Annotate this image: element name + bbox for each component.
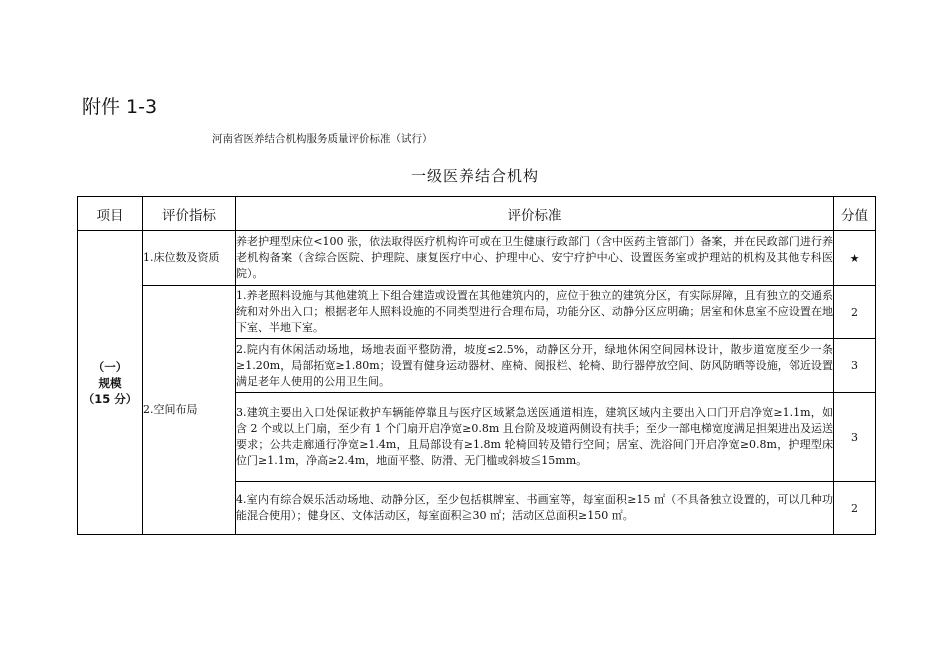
standard-cell: 养老护理型床位<100 张，依法取得医疗机构许可或在卫生健康行政部门（含中医药主管部门）备案，并在民政部门进行养老机构备案（含综合医院、护理院、康复医疗中心、护理中心、安宁疗护中心、设置医务室或护理站的机构及其他专科医院）。 bbox=[236, 231, 834, 286]
score-star: ★ bbox=[834, 231, 876, 286]
standard-cell: 1.养老照料设施与其他建筑上下组合建造或设置在其他建筑内的，应位于独立的建筑分区，有实际屏障，且有独立的交通系统和对外出入口；根据老年人照料设施的不同类型进行合理布局，功能分区、动静分区应明确；居室和休息室不应设置在地下室、半地下室。 bbox=[236, 286, 834, 339]
standard-cell: 4.室内有综合娱乐活动场地、动静分区，至少包括棋牌室、书画室等，每室面积≥15 ㎡（不具备独立设置的，可以几种功能混合使用）；健身区、文体活动区，每室面积≧30 ㎡；活动区总面积≥150 ㎡。 bbox=[236, 482, 834, 535]
header-score: 分值 bbox=[834, 197, 876, 231]
score-cell: 3 bbox=[834, 393, 876, 482]
score-cell: 2 bbox=[834, 482, 876, 535]
category-cell bbox=[78, 231, 143, 535]
attachment-label: 附件 1-3 bbox=[82, 96, 158, 118]
standard-cell: 2.院内有休闲活动场地，场地表面平整防滑，坡度≤2.5%，动静区分开，绿地休闲空间园林设计，散步道宽度至少一条≥1.20m，局部拓宽≥1.80m；设置有健身运动器材、座椅、阅报栏、轮椅、助行器停放空间、防风防晒等设施，邻近设置满足老年人使用的公用卫生间。 bbox=[236, 339, 834, 393]
category-number: （一） bbox=[92, 359, 128, 374]
table-row bbox=[78, 231, 876, 286]
table-title: 一级医养结合机构 bbox=[410, 167, 539, 185]
score-cell: 2 bbox=[834, 286, 876, 339]
category-name: 规模 bbox=[98, 375, 122, 390]
score-cell: 3 bbox=[834, 339, 876, 393]
indicator-space: 2.空间布局 bbox=[143, 286, 236, 535]
evaluation-table bbox=[77, 196, 876, 535]
header-indicator: 评价指标 bbox=[143, 197, 236, 231]
standard-cell: 3.建筑主要出入口处保证救护车辆能停靠且与医疗区域紧急送医通道相连，建筑区域内主要出入口门开启净宽≥1.1m，如含 2 个或以上门扇，至少有 1 个门扇开启净宽≥0.8m 且台阶及坡道两侧设有扶手；至少一部电梯宽度满足担架进出及运送要求；公共走廊通行净宽≥1.4m，且局部设有≥1.8m 轮椅回转及错行空间；居室、洗浴间门开启净宽≥0.8m，护理型床位门≥1.1m，净高≥2.4m，地面平整、防滑、无门槛或斜坡≦15mm。 bbox=[236, 393, 834, 482]
header-standard: 评价标准 bbox=[236, 197, 834, 231]
indicator-beds: 1.床位数及资质 bbox=[143, 231, 236, 286]
header-row bbox=[78, 197, 876, 231]
document-subtitle: 河南省医养结合机构服务质量评价标准（试行） bbox=[212, 133, 433, 145]
header-item: 项目 bbox=[78, 197, 143, 231]
table-row bbox=[78, 286, 876, 339]
category-points: （15 分） bbox=[82, 391, 138, 406]
